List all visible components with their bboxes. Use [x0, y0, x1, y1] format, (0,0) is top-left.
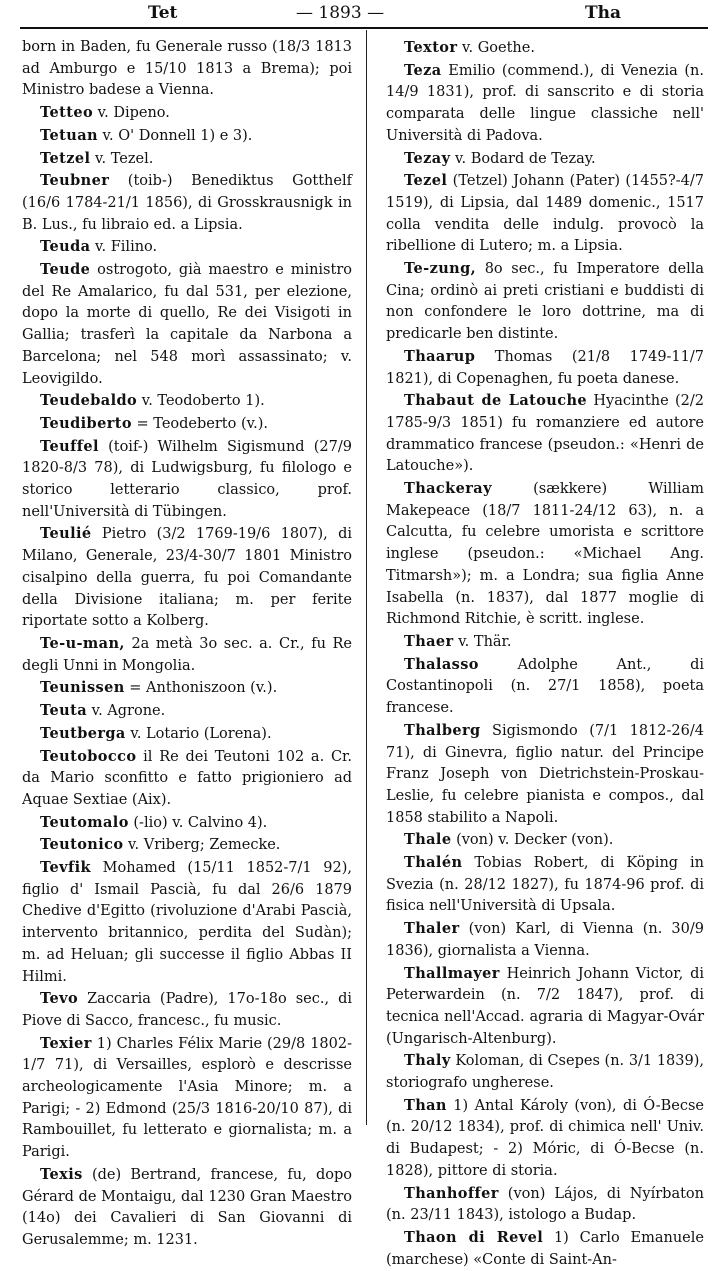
- entry-text: (sækkere) William Makepeace (18/7 1811-24/12 63), n. a Calcutta, fu celebre umorista e scrittore inglese (pseudon.: «Michael Ang. Titmarsh»); m. a Londra; sua figlia Anne Isabella (n. 1837), dal 1877 moglie di Richmond Ritchie, è scritt. inglese.: [386, 481, 704, 628]
- entry-text: Adolphe Ant., di Costantinopoli (n. 27/1 1858), poeta francese.: [386, 656, 704, 717]
- dictionary-entry: [22, 259, 352, 390]
- dictionary-entry: [22, 523, 352, 633]
- dictionary-entry: [22, 102, 352, 125]
- entry-headword: Texier: [40, 1034, 92, 1052]
- entry-headword: Teuda: [40, 238, 91, 256]
- entry-text: (toib-) Benediktus Gotthelf (16/6 1784-21/1 1856), di Grosskrausnigk in B. Lus., fu libraio ed. a Lipsia.: [22, 173, 352, 233]
- entry-headword: Teudiberto: [40, 414, 132, 432]
- entry-text: 2a metà 3o sec. a. Cr., fu Re degli Unni in Mongolia.: [22, 635, 352, 674]
- entry-headword: Thackeray: [404, 480, 492, 498]
- column-divider: [366, 30, 367, 1125]
- entry-text: (Tetzel) Johann (Pater) (1455?-4/7 1519), di Lipsia, dal 1489 domenic., 1517 colla vendita delle indulg. provocò la ribellione di Lutero; m. a Lipsia.: [386, 173, 704, 255]
- header-right-keyword: Tha: [585, 3, 622, 23]
- entry-headword: Thalén: [404, 854, 463, 872]
- entry-headword: Tezay: [404, 149, 451, 167]
- entry-headword: Tevfik: [40, 859, 91, 877]
- entry-text: Zaccaria (Padre), 17o-18o sec., di Piove di Sacco, francesc., fu music.: [22, 991, 352, 1029]
- entry-headword: Thallmayer: [404, 964, 500, 982]
- entry-text: born in Baden, fu Generale russo (18/3 1813 ad Amburgo e 15/10 1813 a Brema); poi Ministro badese a Vienna.: [22, 39, 352, 99]
- dictionary-entry: [22, 834, 352, 857]
- entry-headword: Tetteo: [40, 104, 94, 122]
- entry-text: (von) Lájos, di Nyírbaton (n. 23/11 1843), istologo a Budap.: [386, 1185, 704, 1224]
- entry-text: 1) Carlo Emanuele (marchese) «Conte di Saint-An-: [386, 1229, 704, 1268]
- entry-headword: Than: [404, 1096, 447, 1114]
- entry-text: v. Lotario (Lorena).: [125, 725, 272, 742]
- entry-text: Tobias Robert, di Köping in Svezia (n. 28/12 1827), fu 1874-96 prof. di fisica nell'Università di Upsala.: [386, 855, 704, 915]
- entry-headword: Thabaut de Latouche: [404, 392, 588, 410]
- dictionary-entry: [22, 988, 352, 1032]
- entry-headword: Thanhoffer: [404, 1184, 499, 1202]
- entry-text: Mohamed (15/11 1852-7/1 92), figlio d' Ismail Pascià, fu dal 26/6 1879 Chedive d'Egitto (rivoluzione d'Arabi Pascià, intervento britannico, perdita del Sudàn); m. ad Heluan; gli successe il figlio Abbas II Hilmi.: [22, 860, 352, 985]
- entry-text: v. Teodoberto 1).: [137, 393, 265, 410]
- entry-text: v. Goethe.: [457, 40, 535, 56]
- entry-headword: Thaon di Revel: [404, 1228, 544, 1246]
- entry-headword: Teutobocco: [40, 747, 137, 765]
- entry-headword: Thaly: [404, 1052, 451, 1070]
- dictionary-entry: [386, 852, 704, 918]
- entry-text: Pietro (3/2 1769-19/6 1807), di Milano, Generale, 23/4-30/7 1801 Ministro cisalpino della guerra, fu poi Comandante della Divisione italiana; m. per ferite riportate sotto a Kolberg.: [22, 526, 352, 630]
- entry-headword: Teudebaldo: [40, 392, 138, 410]
- dictionary-entry: [386, 963, 704, 1051]
- dictionary-entry: [386, 37, 704, 60]
- entry-text: v. Dipeno.: [93, 105, 170, 122]
- entry-headword: Thaer: [404, 632, 454, 650]
- dictionary-entry: [22, 723, 352, 746]
- entry-text: (toif-) Wilhelm Sigismund (27/9 1820-8/3 78), di Ludwigsburg, fu filologo e storico letterario classico, prof. nell'Università di Tübingen.: [22, 438, 352, 520]
- entry-text: il Re dei Teutoni 102 a. Cr. da Mario sconfitto e fatto prigioniero ad Aquae Sextiae (Aix).: [22, 748, 352, 808]
- entry-headword: Tezel: [404, 172, 448, 190]
- entry-text: v. Vriberg; Zemecke.: [123, 837, 281, 854]
- entry-text: v. Tezel.: [90, 150, 154, 167]
- entry-headword: Thalasso: [404, 655, 479, 673]
- entry-text: (von) v. Decker (von).: [451, 832, 614, 849]
- dictionary-entry: [22, 436, 352, 524]
- entry-headword: Tetuan: [40, 126, 98, 144]
- entry-headword: Te-zung,: [404, 260, 477, 278]
- entry-text: v. Agrone.: [87, 703, 166, 720]
- entry-text: Emilio (commend.), di Venezia (n. 14/9 1831), prof. di sanscrito e di storia comparata delle lingue classiche nell' Università di Padova.: [386, 62, 704, 144]
- dictionary-entry: [22, 1033, 352, 1164]
- entry-text: = Anthoniszoon (v.).: [124, 680, 278, 697]
- entry-headword: Teutomalo: [40, 813, 129, 831]
- entry-text: v. Bodard de Tezay.: [450, 150, 596, 167]
- entry-text: (-lio) v. Calvino 4).: [128, 814, 268, 831]
- dictionary-entry: [22, 857, 352, 988]
- entry-headword: Teza: [404, 61, 442, 79]
- entry-headword: Teutonico: [40, 836, 124, 854]
- dictionary-entry: [386, 346, 704, 390]
- dictionary-entry: [22, 170, 352, 236]
- right-column: [386, 37, 704, 1271]
- entry-headword: Textor: [404, 39, 458, 56]
- entry-headword: Teubner: [40, 172, 110, 190]
- entry-headword: Thaarup: [404, 347, 476, 365]
- entry-text: (von) Karl, di Vienna (n. 30/9 1836), giornalista a Vienna.: [386, 921, 704, 959]
- entry-headword: Thalberg: [404, 721, 481, 739]
- dictionary-entry: [386, 390, 704, 478]
- dictionary-entry: [386, 631, 704, 654]
- entry-headword: Tevo: [40, 990, 79, 1008]
- entry-headword: Texis: [40, 1165, 83, 1183]
- entry-headword: Teuffel: [40, 437, 99, 455]
- header-left-keyword: Tet: [148, 3, 178, 23]
- dictionary-entry: [386, 1050, 704, 1094]
- dictionary-entry: [386, 60, 704, 148]
- dictionary-entry: [386, 918, 704, 962]
- left-column: [22, 37, 352, 1252]
- dictionary-entry: [386, 1183, 704, 1227]
- dictionary-entry: [22, 812, 352, 835]
- entry-text: Koloman, di Csepes (n. 3/1 1839), storiografo ungherese.: [386, 1053, 704, 1092]
- dictionary-entry: [386, 720, 704, 830]
- entry-headword: Teutberga: [40, 724, 126, 742]
- dictionary-entry: [386, 170, 704, 258]
- entry-headword: Te-u-man,: [40, 634, 125, 652]
- page-number: — 1893 —: [296, 3, 385, 23]
- dictionary-entry: [386, 829, 704, 852]
- dictionary-entry: [386, 1095, 704, 1183]
- entry-headword: Teude: [40, 261, 91, 279]
- dictionary-entry: [386, 148, 704, 171]
- entry-headword: Teulié: [40, 525, 92, 543]
- dictionary-entry: [22, 125, 352, 148]
- dictionary-entry: [22, 236, 352, 259]
- entry-text: v. Filino.: [90, 239, 158, 256]
- dictionary-entry: [386, 1227, 704, 1271]
- dictionary-entry: [386, 258, 704, 346]
- entry-text: (de) Bertrand, francese, fu, dopo Gérard de Montaigu, dal 1230 Gran Maestro (14o) dei Cavalieri di San Giovanni di Gerusalemme; m. 1231.: [22, 1166, 352, 1248]
- running-header: [0, 0, 718, 28]
- dictionary-entry: [22, 390, 352, 413]
- entry-text: v. O' Donnell 1) e 3).: [97, 127, 253, 144]
- entry-text: 1) Charles Félix Marie (29/8 1802-1/7 71), di Versailles, esplorò e descrisse archeologicamente l'Asia Minore; m. a Parigi; - 2) Edmond (25/3 1816-20/10 87), di Rambouillet, fu letterato e giornalista; m. a Parigi.: [22, 1035, 352, 1161]
- dictionary-entry: [22, 700, 352, 723]
- dictionary-entry: [22, 677, 352, 700]
- dictionary-entry: [22, 148, 352, 171]
- entry-text: 1) Antal Károly (von), di Ó-Becse (n. 20/12 1834), prof. di chimica nell' Univ. di Budapest; - 2) Móric, di Ó-Becse (n. 1828), pittore di storia.: [386, 1097, 704, 1179]
- entry-text: = Teodeberto (v.).: [131, 415, 268, 432]
- dictionary-entry: [22, 413, 352, 436]
- entry-headword: Teuta: [40, 702, 87, 720]
- dictionary-entry: [386, 478, 704, 631]
- entry-text: Hyacinthe (2/2 1785-9/3 1851) fu romanziere ed autore drammatico francese (pseudon.: «Henri de Latouche»).: [386, 393, 704, 475]
- entry-text: Thomas (21/8 1749-11/7 1821), di Copenaghen, fu poeta danese.: [386, 348, 704, 387]
- header-rule: [20, 27, 708, 29]
- entry-text: Heinrich Johann Victor, di Peterwardein (n. 7/2 1847), prof. di tecnica nell'Accad. agraria di Magyar-Ovár (Ungarisch-Altenburg).: [386, 965, 704, 1047]
- entry-headword: Thaler: [404, 920, 460, 938]
- entry-text: Sigismondo (7/1 1812-26/4 71), di Ginevra, figlio natur. del Principe Franz Joseph von Dietrichstein-Proskau-Leslie, fu celebre pianista e compos., dal 1858 stabilito a Napoli.: [386, 722, 704, 826]
- entry-headword: Teunissen: [40, 679, 125, 697]
- entry-text: 8o sec., fu Imperatore della Cina; ordinò ai preti cristiani e buddisti di non confondere le loro dottrine, ma di predicarle ben distinte.: [386, 261, 704, 343]
- dictionary-entry: [22, 746, 352, 812]
- entry-text: ostrogoto, già maestro e ministro del Re Amalarico, fu dal 531, per elezione, dopo la morte di quello, Re dei Visigoti in Gallia; trasferì la capitale da Narbona a Barcelona; nel 548 morì assassinato; v. Leovigildo.: [22, 262, 352, 387]
- dictionary-entry: [22, 633, 352, 677]
- dictionary-entry: [22, 37, 352, 102]
- entry-headword: Tetzel: [40, 149, 91, 167]
- entry-text: v. Thär.: [453, 633, 512, 650]
- entry-headword: Thale: [404, 831, 452, 849]
- dictionary-entry: [22, 1164, 352, 1252]
- dictionary-entry: [386, 654, 704, 720]
